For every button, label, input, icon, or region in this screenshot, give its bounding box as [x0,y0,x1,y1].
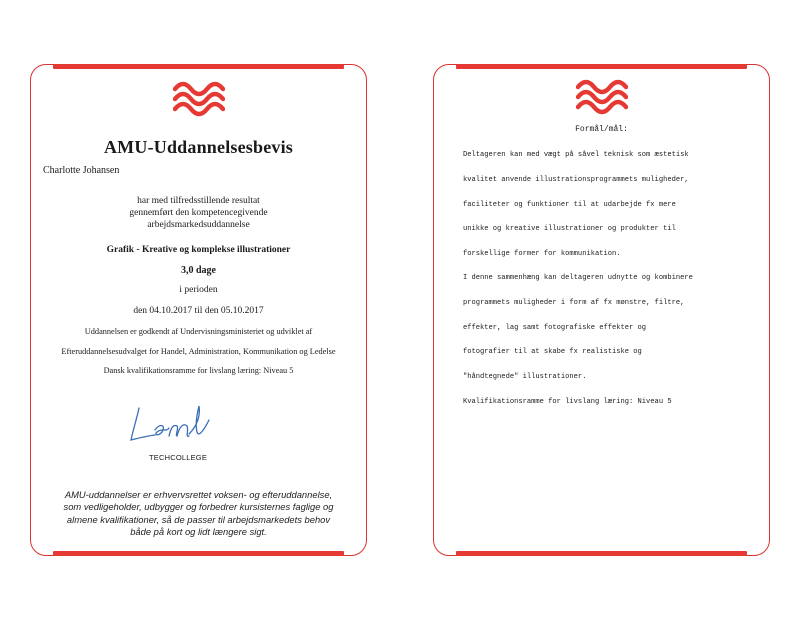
purpose-line: I denne sammenhæng kan deltageren udnytte og kombinere [463,274,693,283]
top-accent-bar [456,64,747,69]
course-title: Grafik - Kreative og komplekse illustrationer [106,245,291,255]
certificate-title: AMU-Uddannelsesbevis [103,137,294,157]
purpose-heading: Formål/mål: [575,125,628,134]
footer-line: AMU-uddannelser er erhvervsrettet voksen- og efteruddannelse, [64,489,333,500]
wave-logo-icon [173,81,225,117]
approval-text-line-1: Uddannelsen er godkendt af Undervisningsministeriet og udviklet af [84,327,313,336]
recipient-name: Charlotte Johansen [43,165,120,176]
intro-line: arbejdsmarkedsuddannelse [147,220,250,230]
purpose-line: "håndtegnede" illustrationer. [463,372,587,381]
footer-text [41,489,356,539]
footer-line: som vedligeholder, udbygger og forbedrer kursisternes faglige og [63,501,334,513]
intro-line: gennemført den kompetencegivende [129,208,268,218]
qualification-framework: Dansk kvalifikationsramme for livslang læring: Niveau 5 [103,366,294,375]
handwritten-signature [125,398,213,446]
purpose-line: faciliteter og funktioner til at udarbejde fx mere [463,200,676,209]
wave-logo-icon [576,79,628,115]
certificate-front-page [30,64,367,556]
purpose-line: Kvalifikationsramme for livslang læring: Niveau 5 [463,397,672,406]
purpose-line: fotografier til at skabe fx realistiske og [463,348,642,357]
issuer-name: TECHCOLLEGE [149,453,208,462]
top-accent-bar [53,64,344,69]
purpose-line: programmets muligheder i form af fx mønstre, filtre, [463,299,685,308]
purpose-line: Deltageren kan med vægt på såvel teknisk som æstetisk [463,151,689,160]
intro-line: har med tilfredsstillende resultat [137,196,260,206]
bottom-accent-bar [53,551,344,556]
footer-line: almene kvalifikationer, så de passer til arbejdsmarkedets behov [66,513,331,525]
footer-line: både på kort og lidt længere sigt. [130,526,267,538]
purpose-line: forskellige former for kommunikation. [463,249,621,258]
purpose-text [463,135,693,422]
intro-text [31,195,366,231]
period-label: i perioden [179,285,218,295]
purpose-line: unikke og kreative illustrationer og produkter til [463,225,676,234]
course-duration: 3,0 dage [181,265,216,276]
bottom-accent-bar [456,551,747,556]
purpose-line: effekter, lag samt fotografiske effekter og [463,323,647,332]
certificate-back-page [433,64,770,556]
course-period: den 04.10.2017 til den 05.10.2017 [133,306,264,316]
approval-text-line-2: Efteruddannelsesudvalget for Handel, Administration, Kommunikation og Ledelse [61,347,336,356]
purpose-line: kvalitet anvende illustrationsprogrammets muligheder, [463,176,689,185]
